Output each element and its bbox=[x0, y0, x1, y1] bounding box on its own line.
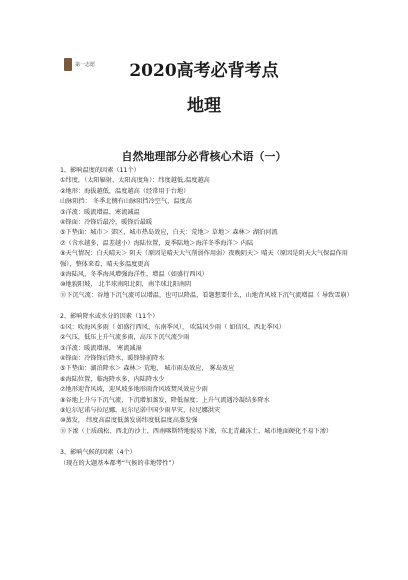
list-item: ③洋流：暖流增湿， 寒流减湿 bbox=[60, 344, 142, 352]
list-item: ⑩地貌阳坡， 北半球南阳北阴，南半球北阳南阴 bbox=[60, 281, 192, 289]
list-item: ①风：吹海风多雨（ 如盛行西风、东南季风）， 吹陆风少雨（ 如信风、西北季风） bbox=[60, 323, 285, 331]
list-item: ⑤下垫面：湖泊降水＞ 森林＞ 荒地， 城市雨岛效应， 雾岛效应 bbox=[60, 365, 235, 373]
list-item: ④锋面：冷锋后最冷，暖锋后最暖 bbox=[60, 219, 153, 227]
list-item: ⑥海陆位置，临海降水多，内陆降水少 bbox=[60, 375, 165, 383]
list-item: ⑨海陆风，冬季海风增强海洋性，增温（如盛行西风） bbox=[60, 271, 208, 279]
list-item: ⑧谷地上升与下沉气流，下沉增加蒸发，降低湿度；上升气流遇冷凝结多降水 bbox=[60, 396, 270, 404]
list-item: ⑦（含水越多，温差越小）海陆位置，夏季陆地＞海洋冬季海洋＞ 内陆 bbox=[60, 239, 254, 247]
list-item: ③洋流：暖流增温，寒流减温 bbox=[60, 208, 140, 216]
list-item: ⑨厄尔尼诺与拉尼娜，厄尔尼诺中国少雨旱灾，拉尼娜洪灾 bbox=[60, 406, 221, 414]
spacer bbox=[60, 437, 360, 448]
list-item: ⑦地形迎背风坡，迎风坡多地形雨背风坡焚风效应少雨 bbox=[60, 386, 208, 394]
list-item: ⑪下渗（土质疏松、西北的沙土、西南喀斯特地貌易下渗，东北青藏冻土、城市地面硬化不易下渗） bbox=[60, 427, 333, 435]
sec3-note: （现在的大题基本都考“气候的非地带性”） bbox=[60, 459, 178, 467]
list-item: ⑪下沉气流：谷地下沉气流可以增温，也可以降温，看题想要什么，山地背风坡下沉气流增温（ 导致雪崩） bbox=[60, 291, 353, 299]
section-title: 自然地理部分必背核心术语（一） bbox=[121, 150, 287, 163]
document-body bbox=[60, 166, 360, 469]
list-item: 山脉阻挡： 冬季北侧有山脉阻挡冷空气，温度高 bbox=[60, 198, 192, 206]
page-title: 2020高考必背考点 bbox=[129, 61, 279, 81]
list-item: ①纬度，（太阳辐射、太阳高度角）：纬度越低,温度越高 bbox=[60, 177, 210, 185]
list-item: ⑤下垫面：城市＞ 郊区，城市热岛效应，白天：荒地＞ 草地＞ 森林＞ 湖泊河流 bbox=[60, 229, 278, 237]
list-item: ④锋面：冷锋锋后降水，暖锋锋前降水 bbox=[60, 354, 165, 362]
sec2-heading: 2、影响降水或水分的因素（11个） bbox=[60, 313, 159, 321]
list-item: ⑩蒸发， 纬度高温度低蒸发弱纬度低温度高蒸发强 bbox=[60, 417, 198, 425]
spacer bbox=[60, 301, 360, 312]
sec3-heading: 3、影响气候的因素（4个） bbox=[60, 449, 136, 457]
logo-text: 第一志愿 bbox=[75, 62, 96, 68]
list-item: ②气压，低压上升气流多雨，高压下沉气流少雨 bbox=[60, 334, 190, 342]
sec1-heading: 1、影响温度的因素（11个） bbox=[60, 167, 140, 174]
page-subtitle: 地理 bbox=[187, 96, 221, 116]
list-item: ⑧天气情况：白天晴天＞ 阴天（原因是晴天大气削弱作用弱）夜晚阴天＞ 晴天（原因是阴天大气保温作用强），整体来看，晴天多温度更高 bbox=[60, 250, 348, 268]
list-item: ②地形：海拔越低，温度越高（经常用于台地） bbox=[60, 187, 190, 195]
